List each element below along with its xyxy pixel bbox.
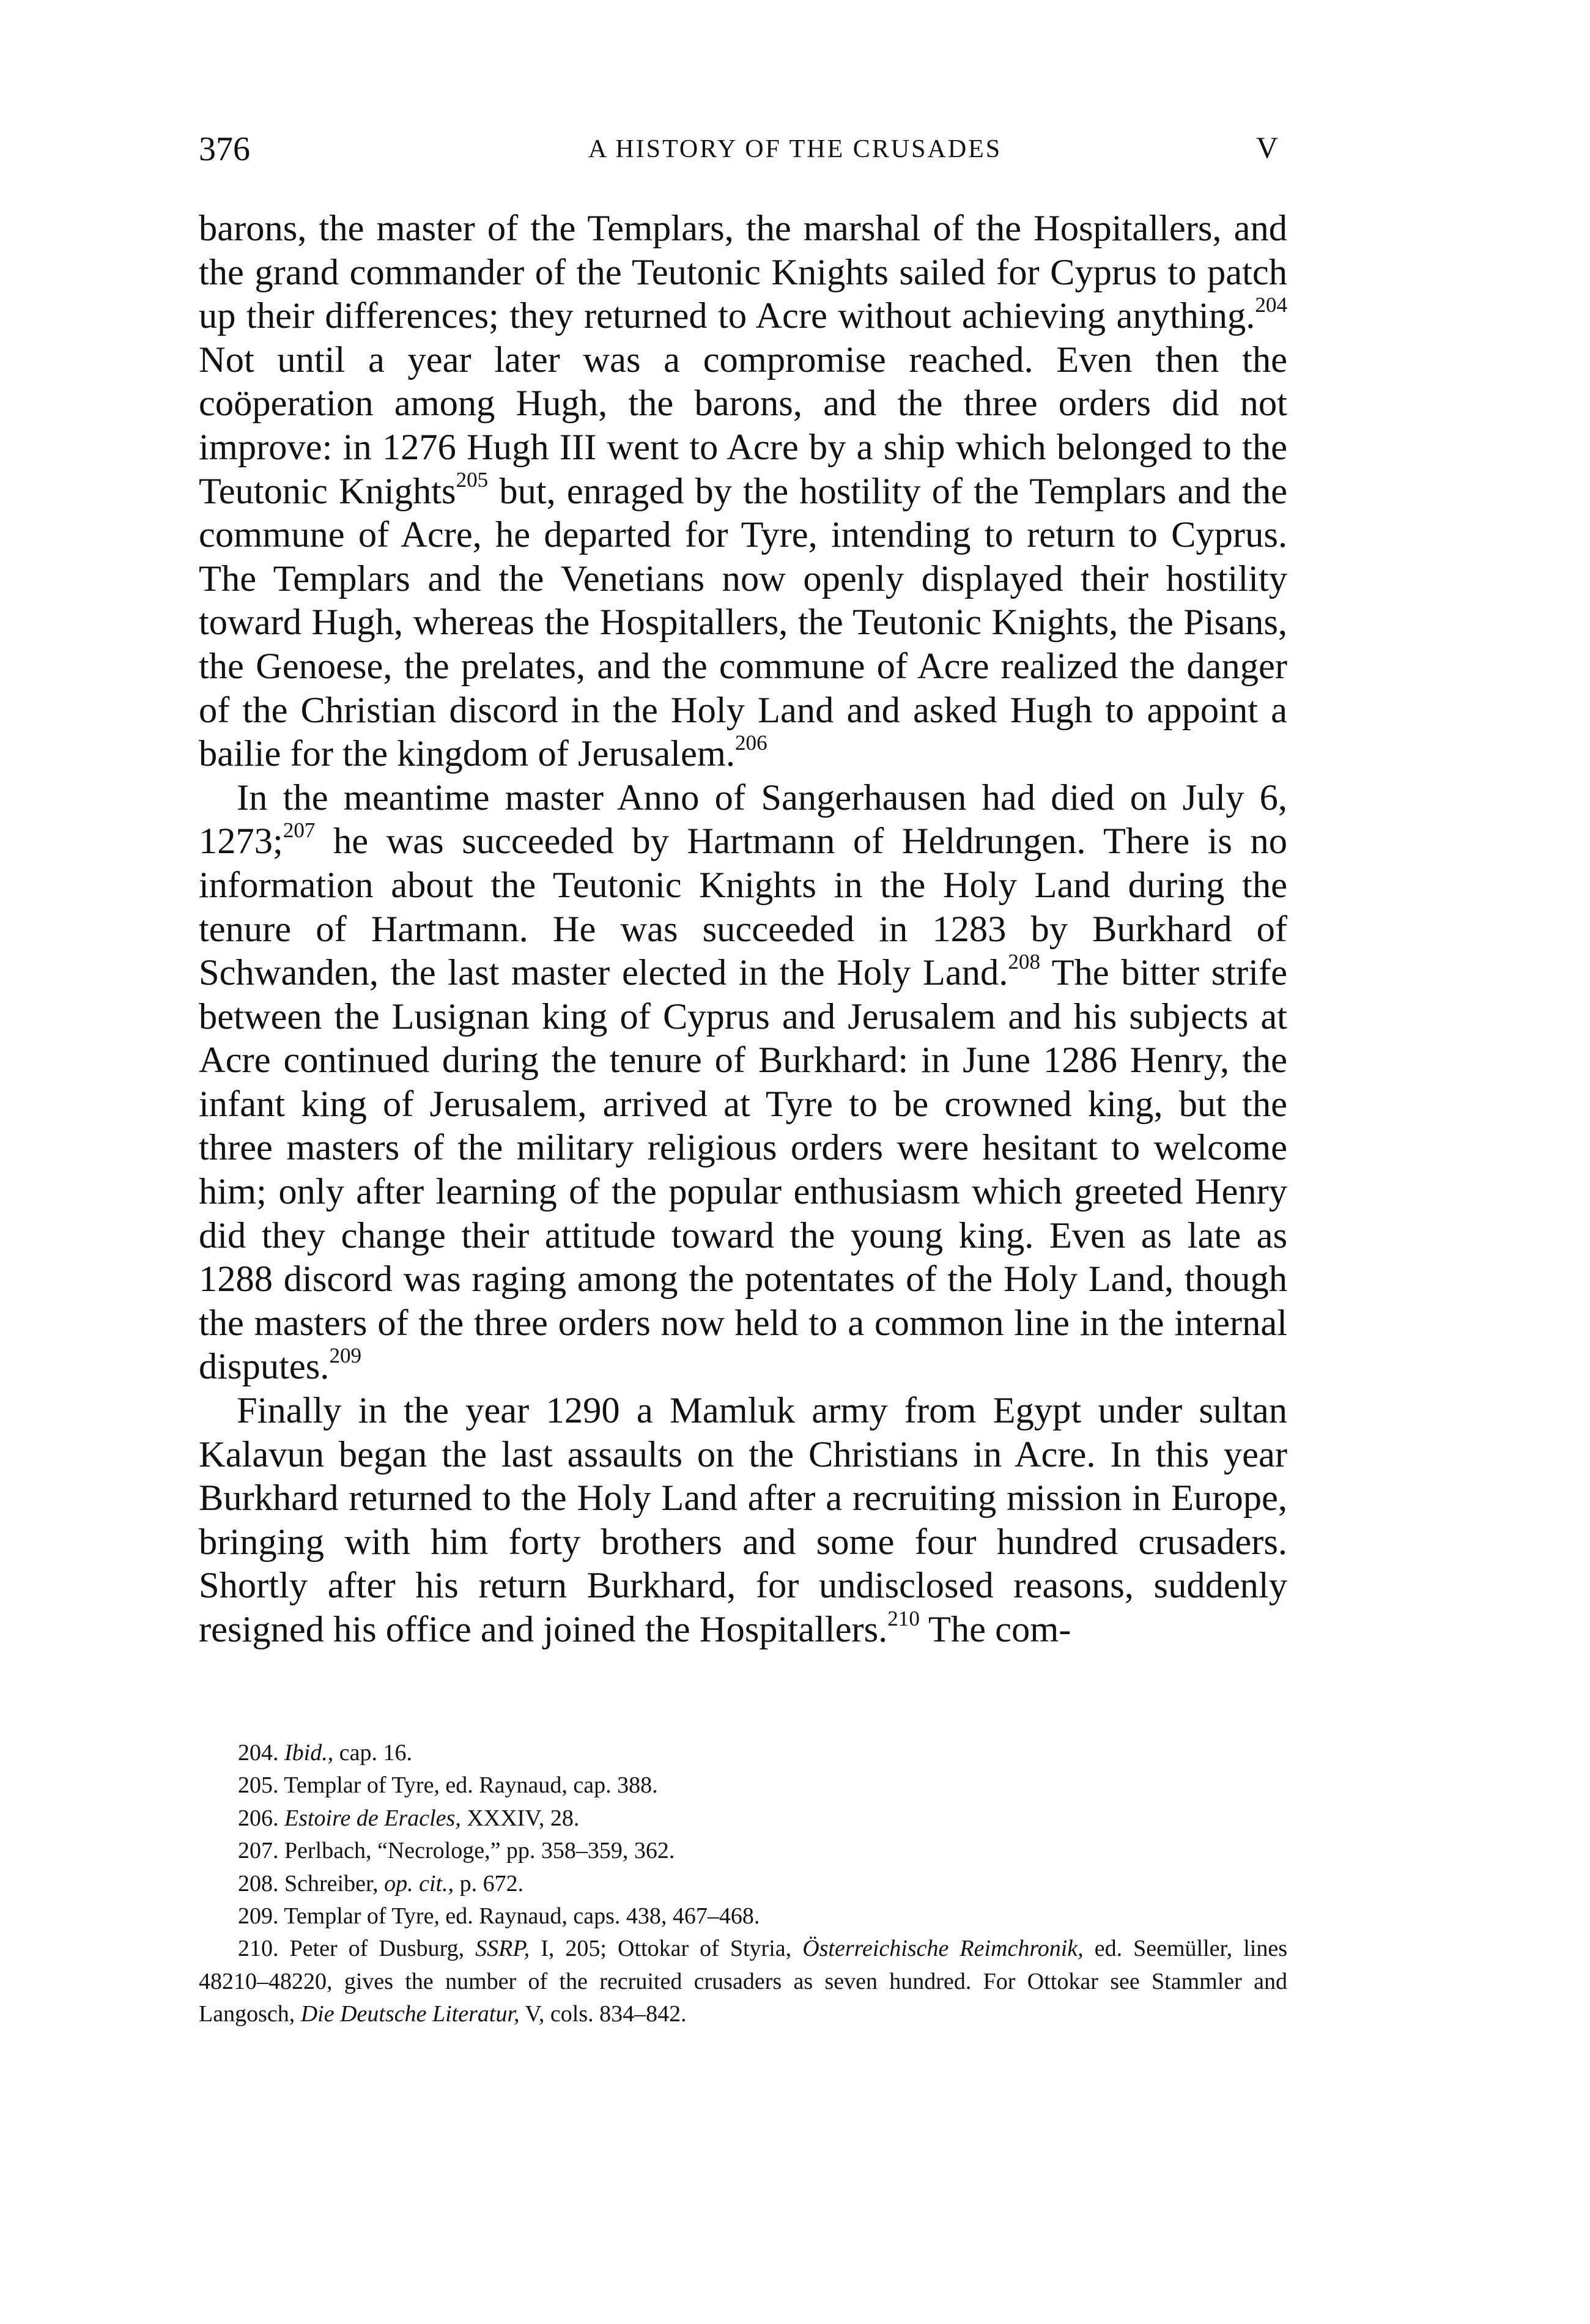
footnote-number: 206. [238,1805,279,1831]
footnote-text: ed. Seemüller, lines 48210–48220, gives the number of the recruited crusaders as seven hundred. For Ottokar see Stammler and Langosch, [199,1936,1287,2027]
footnote-text: cap. 16. [333,1740,412,1766]
page-header [0,130,1590,172]
text-segment: Not until a year later was a compromise reached. Even then the coöperation among Hugh, the barons, and the three orders did not improve: in 1276 Hugh III went to Acre by a ship which belonged to the Teutonic Knights [199,339,1287,512]
footnote-207 [199,1835,1287,1867]
footnote-ref-210[interactable]: 210 [887,1606,920,1630]
text-segment: he was succeeded by Hartmann of Heldrungen. There is no information about the Teutonic Knights in the Holy Land during the tenure of Hartmann. He was succeeded in 1283 by Burkhard of Schwanden, the last master elected in the Holy Land. [199,821,1287,994]
footnote-208 [199,1868,1287,1900]
footnote-text: I, 205; Ottokar of Styria, [530,1936,803,1962]
text-segment: barons, the master of the Templars, the marshal of the Hospitallers, and the grand commander of the Teutonic Knights sailed for Cyprus to patch up their differences; they returned to Acre without achieving anything. [199,208,1287,337]
footnote-number: 208. [238,1870,279,1897]
footnote-text: Templar of Tyre, ed. Raynaud, caps. 438, 467–468. [284,1903,760,1930]
footnote-text: XXXIV, 28. [460,1805,580,1831]
footnote-italic: Österreichische Reimchronik, [802,1936,1084,1962]
footnote-number: 209. [238,1903,279,1930]
footnote-ref-208[interactable]: 208 [1008,949,1040,974]
footnote-204 [199,1737,1287,1769]
footnote-ref-206[interactable]: 206 [735,730,767,755]
paragraph-3 [199,1389,1287,1652]
footnote-ref-207[interactable]: 207 [283,818,316,842]
text-segment: In the meantime master Anno of Sangerhausen had died on July 6, 1273; [199,777,1287,862]
page-number: 376 [199,130,250,168]
footnote-text: Templar of Tyre, ed. Raynaud, cap. 388. [284,1772,658,1799]
footnote-ref-209[interactable]: 209 [329,1344,362,1368]
footnote-number: 204. [238,1740,279,1766]
footnote-ref-205[interactable]: 205 [456,468,489,492]
footnote-text: Schreiber, [284,1870,385,1897]
footnote-number: 210. [238,1936,279,1962]
footnote-ref-204[interactable]: 204 [1255,292,1287,317]
running-title: A HISTORY OF THE CRUSADES [588,135,1002,163]
text-segment: The com- [919,1609,1071,1650]
footnotes [199,1737,1287,2031]
footnote-italic: SSRP, [475,1936,530,1962]
footnote-text: Peter of Dusburg, [289,1936,476,1962]
footnote-text: p. 672. [454,1870,524,1897]
footnote-205 [199,1769,1287,1802]
footnote-209 [199,1900,1287,1933]
paragraph-2 [199,776,1287,1389]
footnote-206 [199,1802,1287,1835]
main-text [199,207,1287,1652]
footnote-text: V, cols. 834–842. [519,2001,687,2027]
footnote-number: 205. [238,1772,279,1799]
text-segment: The bitter strife between the Lusignan king of Cyprus and Jerusalem and his subjects at Acre continued during the tenure of Burkhard: in June 1286 Henry, the infant king of Jerusalem, arrived at Tyre to be crowned king, but the three masters of the military religious orders were hesitant to welcome him; only after learning of the popular enthusiasm which greeted Henry did they change their attitude toward the young king. Even as late as 1288 discord was raging among the potentates of the Holy Land, though the masters of the three orders now held to a common line in the internal disputes. [199,952,1288,1388]
footnote-text: Perlbach, “Necrologe,” pp. 358–359, 362. [284,1838,675,1864]
text-segment: but, enraged by the hostility of the Templars and the commune of Acre, he departed for Tyre, intending to return to Cyprus. The Templars and the Venetians now openly displayed their hostility toward Hugh, whereas the Hospitallers, the Teutonic Knights, the Pisans, the Genoese, the prelates, and the commune of Acre realized the danger of the Christian discord in the Holy Land and asked Hugh to appoint a bailie for the kingdom of Jerusalem. [199,470,1287,775]
footnote-italic: op. cit., [384,1870,454,1897]
text-segment: Finally in the year 1290 a Mamluk army from Egypt under sultan Kalavun began the last assaults on the Christians in Acre. In this year Burkhard returned to the Holy Land after a recruiting mission in Europe, bringing with him forty brothers and some four hundred crusaders. Shortly after his return Burkhard, for undisclosed reasons, suddenly resigned his office and joined the Hospitallers. [199,1390,1287,1650]
footnote-italic: Estoire de Eracles, [284,1805,461,1831]
footnote-italic: Die Deutsche Literatur, [300,2001,520,2027]
footnote-italic: Ibid., [284,1740,334,1766]
paragraph-1 [199,207,1287,776]
footnote-210 [199,1933,1287,2030]
footnote-number: 207. [238,1838,279,1864]
section-number: V [1255,130,1278,165]
